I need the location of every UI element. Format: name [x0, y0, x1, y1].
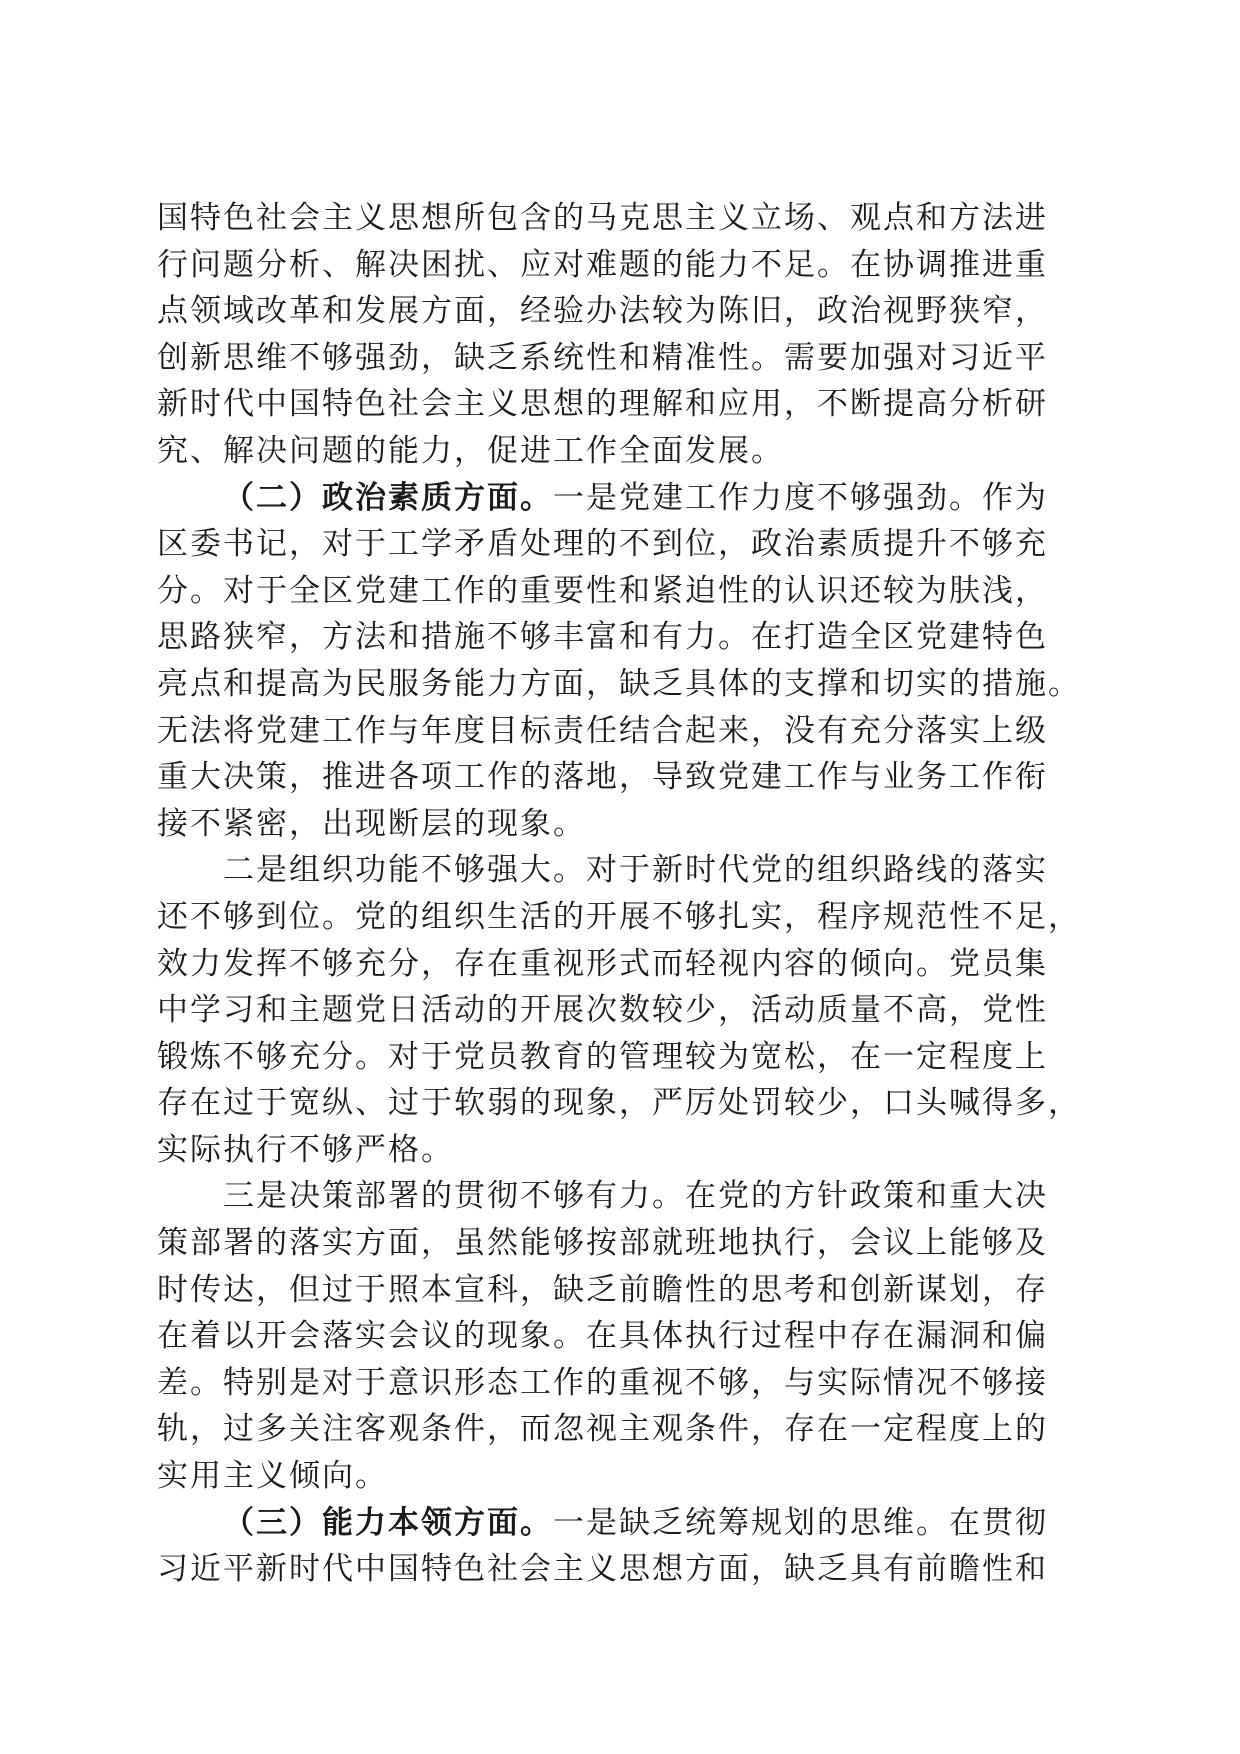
text-line: 究、解决问题的能力，促进工作全面发展。	[157, 432, 784, 469]
document-body	[157, 195, 1087, 1593]
text-line: 亮点和提高为民服务能力方面，缺乏具体的支撑和切实的措施。	[157, 665, 1081, 702]
text-line: 区委书记，对于工学矛盾处理的不到位，政治素质提升不够充	[157, 526, 1048, 563]
text-line: 中学习和主题党日活动的开展次数较少，活动质量不高，党性	[157, 992, 1048, 1029]
text-line: 习近平新时代中国特色社会主义思想方面，缺乏具有前瞻性和	[157, 1551, 1048, 1588]
text-line: 差。特别是对于意识形态工作的重视不够，与实际情况不够接	[157, 1364, 1048, 1401]
text-line: 国特色社会主义思想所包含的马克思主义立场、观点和方法进	[157, 200, 1048, 236]
org-para-first-line: 二是组织功能不够强大。对于新时代党的组织路线的落实	[223, 852, 1048, 889]
text-line: 重大决策，推进各项工作的落地，导致党建工作与业务工作衔	[157, 759, 1048, 796]
text-line: 策部署的落实方面，虽然能够按部就班地执行，会议上能够及	[157, 1225, 1048, 1262]
text-line: 时传达，但过于照本宣科，缺乏前瞻性的思考和创新谋划，存	[157, 1271, 1048, 1308]
text-line: 新时代中国特色社会主义思想的理解和应用，不断提高分析研	[157, 386, 1048, 423]
text-line: 行问题分析、解决困扰、应对难题的能力不足。在协调推进重	[157, 246, 1048, 283]
text-line: 实际执行不够严格。	[157, 1131, 454, 1168]
text-line: 点领域改革和发展方面，经验办法较为陈旧，政治视野狭窄，	[157, 293, 1048, 330]
text-line: 存在过于宽纵、过于软弱的现象，严厉处罚较少，口头喊得多，	[157, 1085, 1081, 1122]
section-2-first-line	[157, 475, 1087, 522]
section-3-heading: （三）能力本领方面。	[223, 1504, 553, 1541]
section-2-first-line-text: 一是党建工作力度不够强劲。作为	[553, 479, 1048, 516]
text-line: 无法将党建工作与年度目标责任结合起来，没有充分落实上级	[157, 712, 1048, 749]
text-line: 效力发挥不够充分，存在重视形式而轻视内容的倾向。党员集	[157, 945, 1048, 982]
text-line: 还不够到位。党的组织生活的开展不够扎实，程序规范性不足，	[157, 898, 1081, 935]
text-line: 轨，过多关注客观条件，而忽视主观条件，存在一定程度上的	[157, 1411, 1048, 1448]
text-line: 创新思维不够强劲，缺乏系统性和精准性。需要加强对习近平	[157, 339, 1048, 376]
section-2-heading: （二）政治素质方面。	[223, 479, 553, 516]
text-line: 在着以开会落实会议的现象。在具体执行过程中存在漏洞和偏	[157, 1318, 1048, 1355]
section-3-first-line	[157, 1500, 1087, 1547]
decision-para-first-line: 三是决策部署的贯彻不够有力。在党的方针政策和重大决	[223, 1178, 1048, 1215]
text-line: 接不紧密，出现断层的现象。	[157, 805, 586, 842]
text-line: 实用主义倾向。	[157, 1458, 388, 1495]
text-line: 锻炼不够充分。对于党员教育的管理较为宽松，在一定程度上	[157, 1038, 1048, 1075]
section-3-first-line-text: 一是缺乏统筹规划的思维。在贯彻	[553, 1504, 1048, 1541]
text-line: 思路狭窄，方法和措施不够丰富和有力。在打造全区党建特色	[157, 619, 1048, 656]
text-line: 分。对于全区党建工作的重要性和紧迫性的认识还较为肤浅，	[157, 572, 1048, 609]
